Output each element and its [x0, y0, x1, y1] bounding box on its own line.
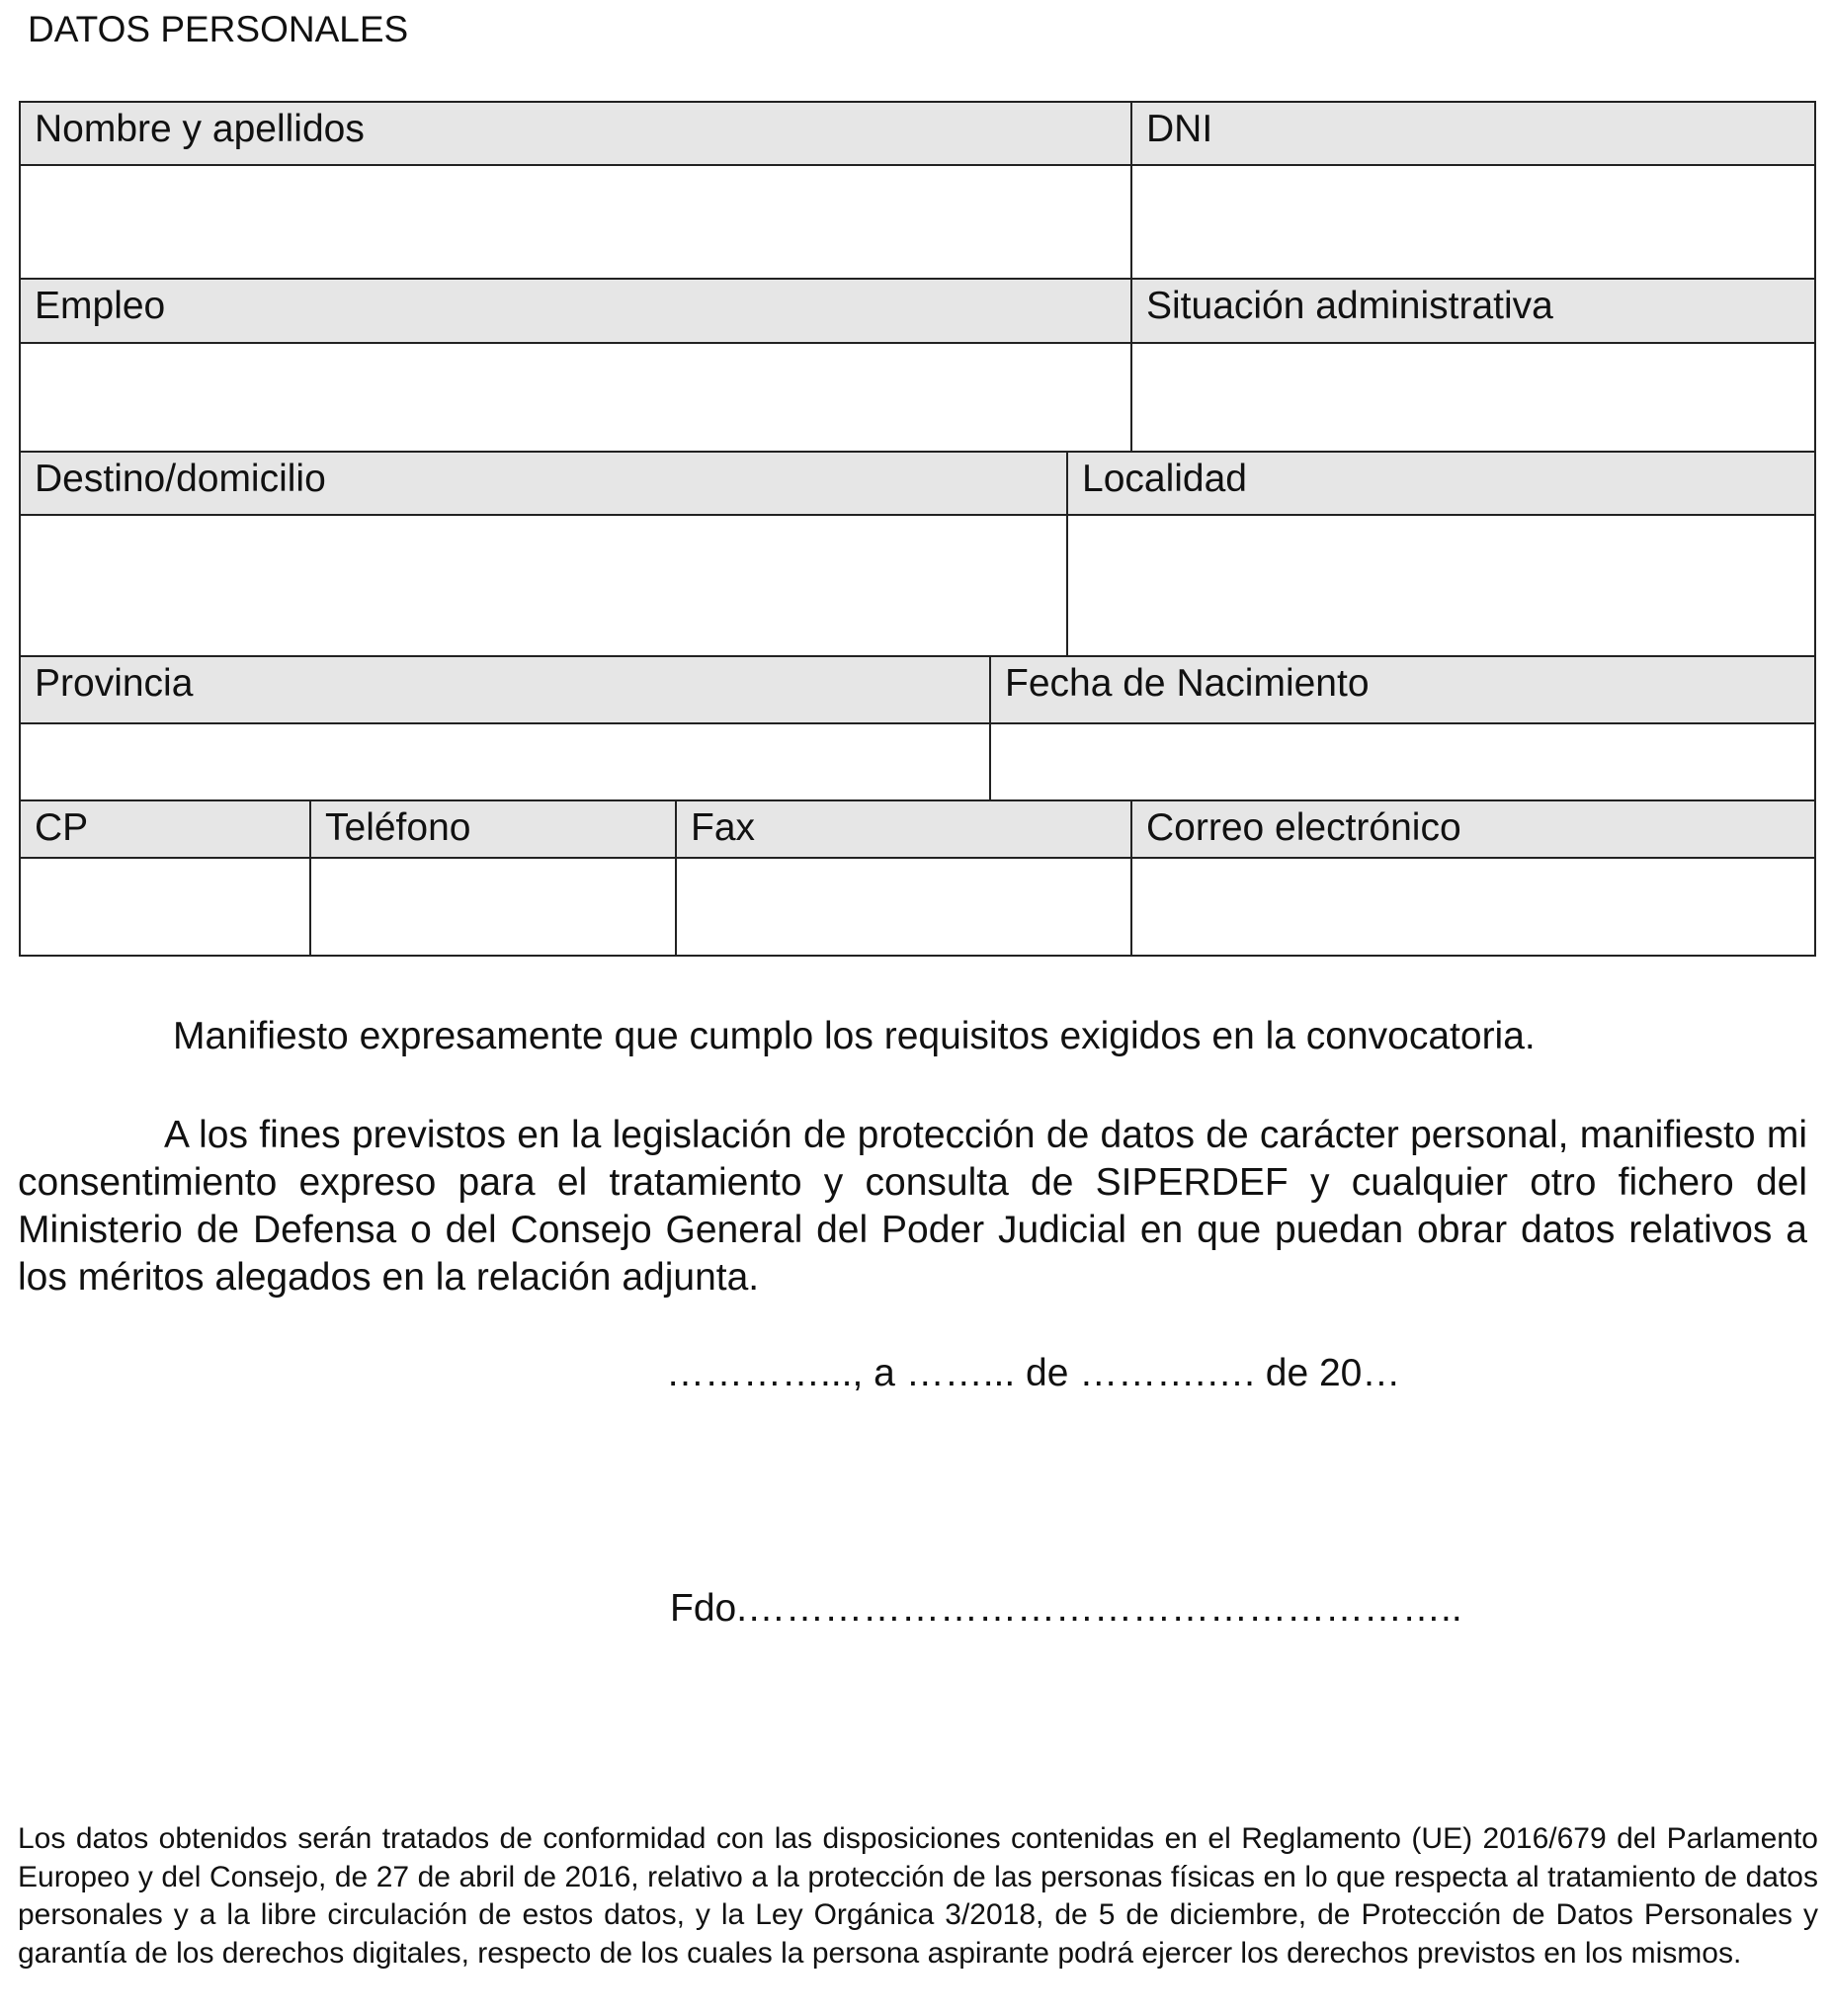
destino-label: Destino/domicilio	[20, 452, 1067, 515]
fecha-nacimiento-field[interactable]	[990, 723, 1815, 800]
correo-label: Correo electrónico	[1131, 800, 1815, 858]
provincia-label: Provincia	[20, 656, 990, 723]
provincia-field[interactable]	[20, 723, 990, 800]
localidad-field[interactable]	[1067, 515, 1815, 656]
section-title: DATOS PERSONALES	[28, 9, 409, 49]
fax-field[interactable]	[676, 858, 1131, 956]
fecha-nacimiento-label: Fecha de Nacimiento	[990, 656, 1815, 723]
cp-label: CP	[20, 800, 310, 858]
cp-field[interactable]	[20, 858, 310, 956]
nombre-field[interactable]	[20, 165, 1131, 279]
data-protection-note: Los datos obtenidos serán tratados de conformidad con las disposiciones contenidas en el Reglamento (UE) 2016/679 del Parlamento Europeo y del Consejo, de 27 de abril de 2016, relativo a la protección de las personas físicas en lo que respecta al tratamiento de datos personales y a la libre circulación de estos datos, y la Ley Orgánica 3/2018, de 5 de diciembre, de Protección de Datos Personales y garantía de los derechos digitales, respecto de los cuales la persona aspirante podrá ejercer los derechos previstos en los mismos.	[18, 1822, 1818, 1970]
correo-field[interactable]	[1131, 858, 1815, 956]
empleo-label: Empleo	[20, 279, 1131, 343]
fax-label: Fax	[676, 800, 1131, 858]
signature-line: Fdo.………………………………………………..	[670, 1587, 1462, 1630]
date-line: …………..., a ……... de ……….…. de 20…	[666, 1352, 1401, 1394]
localidad-label: Localidad	[1067, 452, 1815, 515]
dni-label: DNI	[1131, 102, 1815, 165]
personal-data-form	[19, 101, 1816, 957]
consent-paragraph: A los fines previstos en la legislación de protección de datos de carácter personal, manifiesto mi consentimiento expreso para el tratamiento y consulta de SIPERDEF y cualquier otro fichero del Ministerio de Defensa o del Consejo General del Poder Judicial en que puedan obrar datos relativos a los méritos alegados en la relación adjunta.	[18, 1114, 1807, 1299]
destino-field[interactable]	[20, 515, 1067, 656]
situacion-label: Situación administrativa	[1131, 279, 1815, 343]
telefono-field[interactable]	[310, 858, 676, 956]
requirements-statement: Manifiesto expresamente que cumplo los requisitos exigidos en la convocatoria.	[173, 1015, 1536, 1057]
telefono-label: Teléfono	[310, 800, 676, 858]
dni-field[interactable]	[1131, 165, 1815, 279]
nombre-label: Nombre y apellidos	[20, 102, 1131, 165]
empleo-field[interactable]	[20, 343, 1131, 452]
situacion-field[interactable]	[1131, 343, 1815, 452]
